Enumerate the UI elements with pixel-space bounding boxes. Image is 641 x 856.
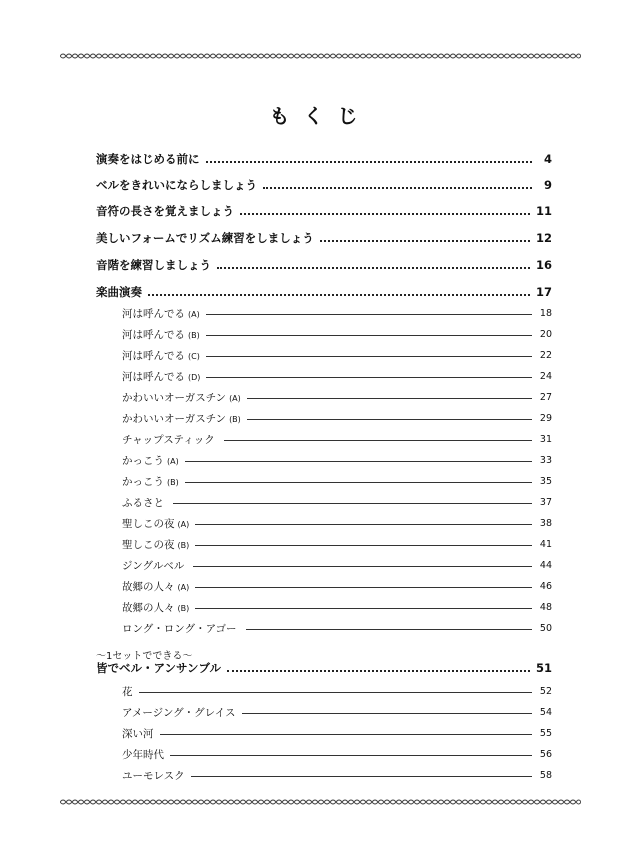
line-leader: [195, 608, 532, 609]
line-leader: [139, 692, 533, 693]
toc-song[interactable]: [96, 327, 552, 341]
line-leader: [242, 713, 532, 714]
line-leader: [160, 734, 533, 735]
toc-page-number: 44: [539, 559, 552, 571]
toc-section-label: 音階を練習しましょう: [96, 258, 211, 272]
line-leader: [246, 629, 532, 630]
dot-leader: [227, 670, 530, 672]
dot-leader: [320, 240, 530, 242]
toc-song-label: 故郷の人々 (B): [122, 601, 190, 614]
toc-song[interactable]: [96, 390, 552, 404]
dot-leader: [206, 161, 533, 163]
toc-section[interactable]: [96, 178, 552, 192]
dot-leader: [217, 267, 530, 269]
toc-song[interactable]: [96, 684, 552, 698]
toc-song-label: ユーモレスク: [122, 769, 185, 782]
line-leader: [206, 314, 532, 315]
toc-song-label: 聖しこの夜 (A): [122, 517, 190, 530]
dot-leader: [240, 213, 530, 215]
toc-section[interactable]: [96, 152, 552, 166]
toc-page-number: 48: [539, 601, 552, 613]
toc-page-number: 31: [539, 433, 552, 445]
line-leader: [195, 545, 532, 546]
toc-song[interactable]: [96, 348, 552, 362]
line-leader: [195, 524, 532, 525]
toc-page-number: 52: [539, 685, 552, 697]
toc-page-number: 24: [539, 370, 552, 382]
toc-song[interactable]: [96, 705, 552, 719]
toc-page-number: 27: [539, 391, 552, 403]
toc-song[interactable]: [96, 495, 552, 509]
toc-song[interactable]: [96, 621, 552, 635]
toc-page-number: 41: [539, 538, 552, 550]
toc-song[interactable]: [96, 579, 552, 593]
line-leader: [173, 503, 532, 504]
toc-song-label: かっこう (A): [122, 454, 179, 467]
toc-song-label: 故郷の人々 (A): [122, 580, 190, 593]
toc-song-label: チャップスティック: [122, 433, 215, 446]
toc-section[interactable]: [96, 204, 552, 218]
toc-page-number: 50: [539, 622, 552, 634]
toc-song-label: 河は呼んでる (C): [122, 349, 200, 362]
toc-song-label: 河は呼んでる (D): [122, 370, 201, 383]
toc-section[interactable]: [96, 285, 552, 299]
toc-section-label: ベルをきれいにならしましょう: [96, 178, 257, 192]
line-leader: [193, 566, 532, 567]
line-leader: [195, 587, 532, 588]
toc-section[interactable]: [96, 661, 552, 675]
toc-song-label: かわいいオーガスチン (A): [122, 391, 241, 404]
toc-section-label: 美しいフォームでリズム練習をしましょう: [96, 231, 314, 245]
toc-song-label: アメージング・グレイス: [122, 706, 236, 719]
toc-song-label: ジングルベル: [122, 559, 185, 572]
line-leader: [185, 461, 532, 462]
toc-page-number: 9: [543, 178, 552, 192]
toc-page-number: 16: [535, 258, 552, 272]
dot-leader: [148, 294, 530, 296]
toc-song[interactable]: [96, 306, 552, 320]
toc-section-label: 楽曲演奏: [96, 285, 142, 299]
toc-song-label: かっこう (B): [122, 475, 179, 488]
toc-song-label: 河は呼んでる (B): [122, 328, 200, 341]
line-leader: [206, 377, 532, 378]
toc-section-label: 演奏をはじめる前に: [96, 152, 200, 166]
toc-page-number: 33: [539, 454, 552, 466]
toc-song-label: 少年時代: [122, 748, 164, 761]
toc-song[interactable]: [96, 747, 552, 761]
toc-page-number: 54: [539, 706, 552, 718]
toc-page-number: 12: [535, 231, 552, 245]
toc-page-number: 37: [539, 496, 552, 508]
page-title: もくじ: [269, 104, 372, 128]
toc-page-number: 46: [539, 580, 552, 592]
dot-leader: [263, 187, 532, 189]
toc-section-label: 皆でベル・アンサンブル: [96, 661, 222, 675]
line-leader: [247, 419, 532, 420]
decorative-border-top: [60, 52, 581, 60]
line-leader: [247, 398, 532, 399]
toc-page-number: 29: [539, 412, 552, 424]
line-leader: [191, 776, 532, 777]
toc-page-number: 38: [539, 517, 552, 529]
line-leader: [224, 440, 532, 441]
line-leader: [206, 335, 532, 336]
toc-page-number: 56: [539, 748, 552, 760]
toc-song-label: ロング・ロング・アゴー: [122, 622, 237, 635]
toc-song[interactable]: [96, 432, 552, 446]
toc-song-label: 深い河: [122, 727, 154, 740]
toc-page-number: 55: [539, 727, 552, 739]
toc-section[interactable]: [96, 231, 552, 245]
toc-song-label: 花: [122, 685, 133, 698]
toc-song[interactable]: [96, 558, 552, 572]
toc-song[interactable]: [96, 516, 552, 530]
toc-song[interactable]: [96, 600, 552, 614]
toc-section[interactable]: [96, 258, 552, 272]
toc-page-number: 4: [543, 152, 552, 166]
decorative-border-bottom: [60, 798, 581, 806]
toc-song-label: 聖しこの夜 (B): [122, 538, 190, 551]
toc-song-label: 河は呼んでる (A): [122, 307, 200, 320]
toc-song-label: ふるさと: [122, 496, 164, 509]
toc-song[interactable]: [96, 768, 552, 782]
ensemble-note: 〜1セットでできる〜: [96, 651, 193, 662]
toc-song[interactable]: [96, 453, 552, 467]
toc-page-number: 35: [539, 475, 552, 487]
toc-section-label: 音符の長さを覚えましょう: [96, 204, 234, 218]
toc-song[interactable]: [96, 474, 552, 488]
toc-page-number: 20: [539, 328, 552, 340]
toc-page-number: 51: [535, 661, 552, 675]
toc-song[interactable]: [96, 411, 552, 425]
toc-page-number: 17: [535, 285, 552, 299]
line-leader: [185, 482, 532, 483]
toc-page-number: 11: [535, 204, 552, 218]
toc-page-number: 22: [539, 349, 552, 361]
toc-song[interactable]: [96, 537, 552, 551]
toc-page-number: 58: [539, 769, 552, 781]
toc-song[interactable]: [96, 726, 552, 740]
line-leader: [206, 356, 532, 357]
toc-song-label: かわいいオーガスチン (B): [122, 412, 241, 425]
toc-page-number: 18: [539, 307, 552, 319]
toc-song[interactable]: [96, 369, 552, 383]
line-leader: [170, 755, 532, 756]
